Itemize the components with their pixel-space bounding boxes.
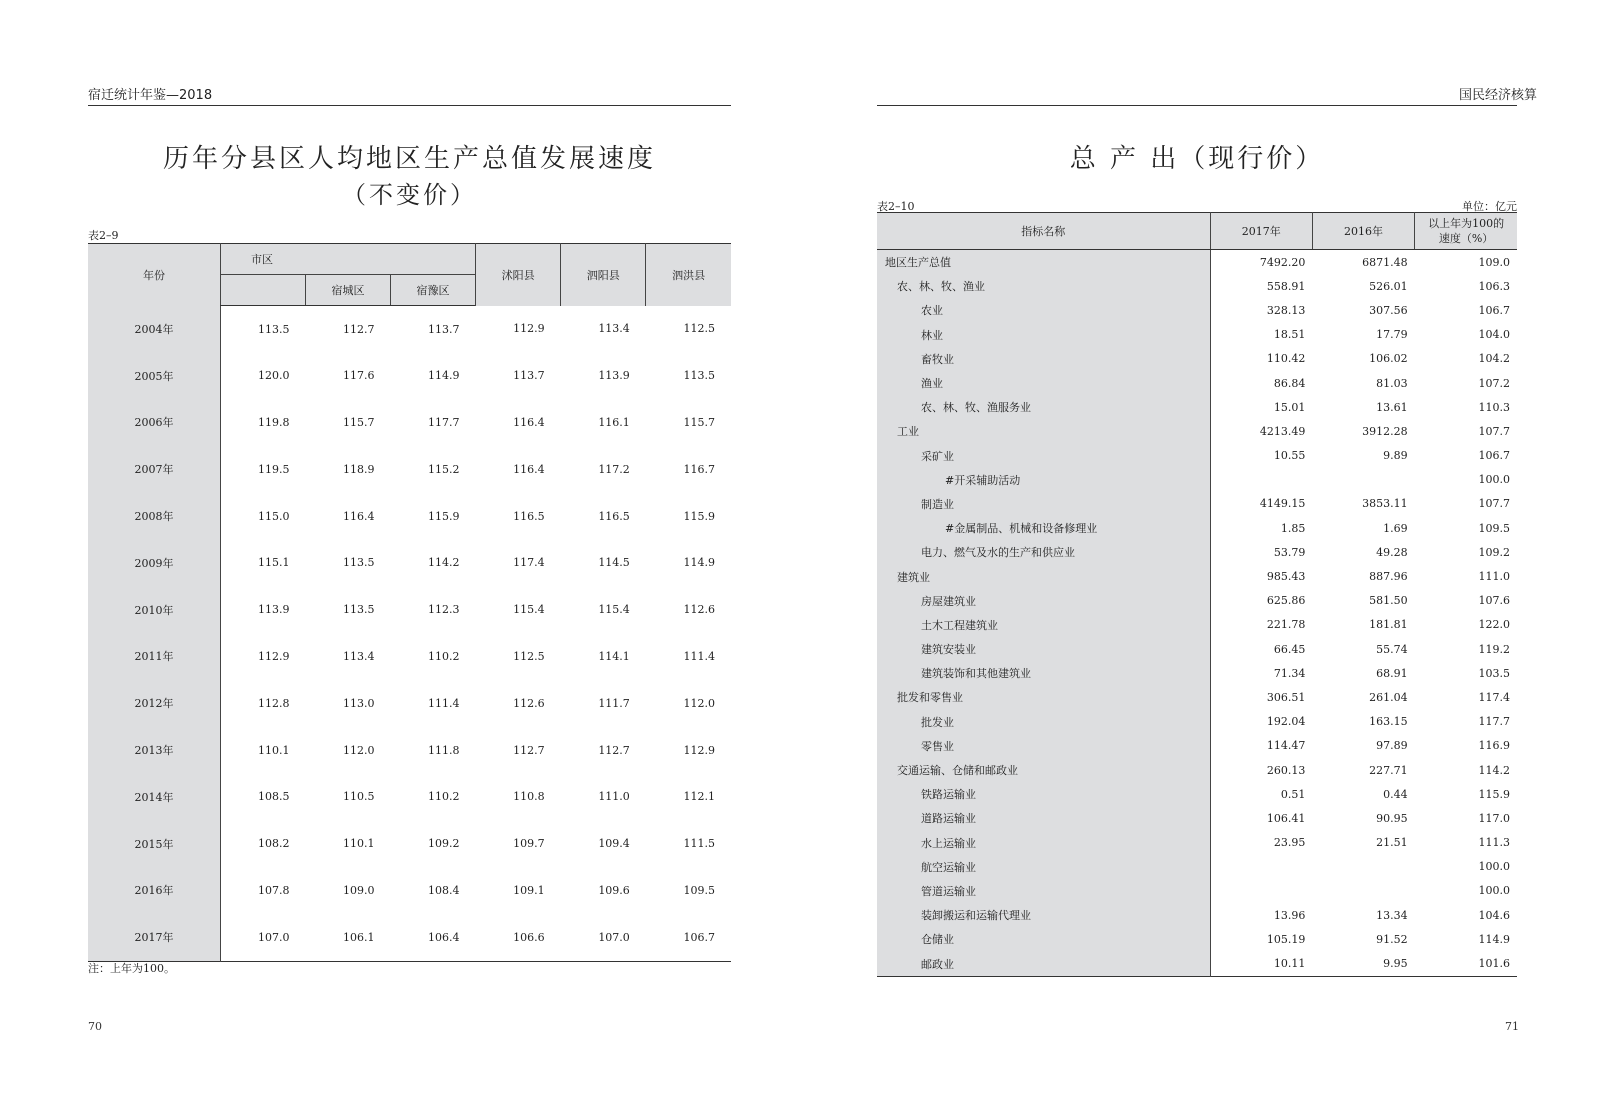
value-cell: 112.7 (343, 322, 375, 336)
value-cell: 112.9 (258, 649, 290, 663)
value-cell: 112.8 (258, 696, 290, 710)
table-row (877, 927, 1517, 951)
value-cell: 109.2 (428, 837, 460, 851)
indicator-name-cell: 道路运输业 (877, 806, 1210, 830)
value-cell: 86.84 (1273, 376, 1306, 390)
value-cell: 106.41 (1266, 811, 1306, 825)
value-cell: 113.0 (343, 696, 375, 710)
year-cell: 2016年 (88, 867, 221, 914)
indicator-name-cell: 渔业 (877, 371, 1210, 395)
table-row (88, 820, 731, 867)
value-cell: 120.0 (258, 369, 290, 383)
value-cell: 113.5 (683, 369, 715, 383)
table-row (877, 831, 1517, 855)
value-cell: 122.0 (1478, 618, 1510, 632)
value-cell (1312, 879, 1414, 903)
indicator-name-cell: 装卸搬运和运输代理业 (877, 903, 1210, 927)
table-id-right: 表2–10 (877, 200, 915, 213)
indicator-name-cell: 航空运输业 (877, 855, 1210, 879)
value-cell: 4213.49 (1259, 424, 1306, 438)
table-row (88, 539, 731, 586)
value-cell: 109.5 (683, 883, 715, 897)
value-cell: 104.6 (1478, 908, 1510, 922)
value-cell: 113.7 (428, 322, 460, 336)
value-cell: 3912.28 (1362, 424, 1408, 438)
value-cell: 117.2 (598, 462, 630, 476)
table-row (877, 395, 1517, 419)
value-cell: 985.43 (1266, 570, 1306, 584)
indicator-name-cell: 畜牧业 (877, 347, 1210, 371)
value-cell: 111.0 (1478, 570, 1510, 584)
growth-rate-table (88, 243, 731, 962)
table-row (88, 773, 731, 820)
header-rule-right (877, 105, 1517, 106)
value-cell: 105.19 (1266, 932, 1306, 946)
value-cell: 106.7 (1478, 449, 1510, 463)
value-cell: 115.0 (258, 509, 290, 523)
value-cell: 110.2 (428, 790, 460, 804)
indicator-name-cell: 仓储业 (877, 927, 1210, 951)
value-cell: 112.5 (683, 322, 715, 336)
table-row (877, 419, 1517, 443)
indicator-name-cell: 水上运输业 (877, 831, 1210, 855)
value-cell: 107.6 (1478, 594, 1510, 608)
table-row (877, 806, 1517, 830)
value-cell: 104.0 (1478, 328, 1510, 342)
value-cell: 116.7 (683, 462, 715, 476)
header-year: 年份 (88, 244, 221, 306)
table-row (877, 661, 1517, 685)
value-cell: 107.8 (258, 883, 290, 897)
value-cell: 117.4 (513, 556, 545, 570)
header-sihong: 泗洪县 (646, 244, 731, 306)
indicator-name-cell: 林业 (877, 323, 1210, 347)
value-cell: 106.7 (683, 930, 715, 944)
table-row (877, 710, 1517, 734)
value-cell: 110.3 (1478, 400, 1510, 414)
table-row (877, 879, 1517, 903)
value-cell: 115.4 (513, 603, 545, 617)
value-cell: 116.5 (513, 509, 545, 523)
value-cell: 112.7 (513, 743, 545, 757)
value-cell: 66.45 (1273, 642, 1306, 656)
indicator-name-cell: 制造业 (877, 492, 1210, 516)
indicator-name-cell: 电力、燃气及水的生产和供应业 (877, 540, 1210, 564)
value-cell: 10.11 (1273, 957, 1306, 971)
value-cell: 109.1 (513, 883, 545, 897)
table-row (88, 399, 731, 446)
value-cell: 558.91 (1266, 279, 1306, 293)
value-cell: 116.9 (1478, 739, 1510, 753)
header-city: 市区 (221, 244, 476, 275)
value-cell: 111.4 (683, 649, 715, 663)
value-cell: 113.9 (598, 369, 630, 383)
table-row (877, 371, 1517, 395)
header-shuyang: 沭阳县 (476, 244, 561, 306)
indicator-name-cell: #金属制品、机械和设备修理业 (877, 516, 1210, 540)
table-row (877, 758, 1517, 782)
table-row (877, 347, 1517, 371)
value-cell: 227.71 (1369, 763, 1408, 777)
value-cell: 113.5 (343, 556, 375, 570)
value-cell: 101.6 (1478, 957, 1510, 971)
value-cell: 3853.11 (1362, 497, 1408, 511)
indicator-name-cell: #开采辅助活动 (877, 468, 1210, 492)
running-head-right: 国民经济核算 (1458, 88, 1537, 103)
indicator-name-cell: 批发和零售业 (877, 685, 1210, 709)
value-cell: 90.95 (1376, 811, 1408, 825)
value-cell: 221.78 (1266, 618, 1306, 632)
header-growth-line1: 以上年为100的 (1428, 217, 1505, 230)
value-cell (1210, 855, 1312, 879)
value-cell: 13.96 (1273, 908, 1306, 922)
indicator-name-cell: 邮政业 (877, 951, 1210, 976)
value-cell: 13.61 (1376, 400, 1408, 414)
value-cell: 328.13 (1266, 303, 1306, 317)
table-row (88, 446, 731, 493)
value-cell: 107.2 (1478, 376, 1510, 390)
year-cell: 2013年 (88, 727, 221, 774)
value-cell: 115.4 (598, 603, 630, 617)
table-row (877, 298, 1517, 322)
value-cell: 112.7 (598, 743, 630, 757)
value-cell: 21.51 (1376, 836, 1408, 850)
table-row (88, 867, 731, 914)
value-cell: 53.79 (1273, 545, 1306, 559)
table-note-left: 注：上年为100。 (88, 962, 175, 975)
table-row (877, 516, 1517, 540)
value-cell: 110.2 (428, 649, 460, 663)
value-cell: 1.85 (1280, 521, 1306, 535)
value-cell: 163.15 (1369, 715, 1408, 729)
table-title-right: 总 产 出（现行价） (1069, 144, 1325, 174)
table-subtitle-left: （不变价） (342, 181, 477, 209)
value-cell: 109.5 (1478, 521, 1510, 535)
value-cell: 113.5 (343, 603, 375, 617)
value-cell: 115.7 (683, 415, 715, 429)
value-cell: 526.01 (1369, 279, 1408, 293)
value-cell: 112.6 (683, 603, 715, 617)
value-cell: 119.2 (1478, 642, 1510, 656)
value-cell: 108.2 (258, 837, 290, 851)
value-cell: 55.74 (1376, 642, 1408, 656)
value-cell: 260.13 (1266, 763, 1306, 777)
value-cell: 116.4 (513, 462, 545, 476)
year-cell: 2006年 (88, 399, 221, 446)
table-row (877, 613, 1517, 637)
indicator-name-cell: 土木工程建筑业 (877, 613, 1210, 637)
value-cell (1210, 468, 1312, 492)
value-cell: 112.0 (343, 743, 375, 757)
value-cell: 119.5 (258, 462, 290, 476)
table-row (877, 323, 1517, 347)
value-cell: 100.0 (1478, 860, 1510, 874)
indicator-name-cell: 农业 (877, 298, 1210, 322)
value-cell (1210, 879, 1312, 903)
value-cell: 116.4 (513, 415, 545, 429)
table-row (877, 589, 1517, 613)
header-2016: 2016年 (1312, 213, 1414, 250)
value-cell: 111.8 (428, 743, 460, 757)
page-number-right: 71 (1505, 1020, 1519, 1033)
running-head-left: 宿迁统计年鉴—2018 (88, 88, 213, 103)
value-cell: 192.04 (1266, 715, 1306, 729)
header-growth-line2: 速度（%） (1438, 232, 1494, 245)
indicator-name-cell: 农、林、牧、渔服务业 (877, 395, 1210, 419)
value-cell: 112.0 (683, 696, 715, 710)
table-row (88, 633, 731, 680)
table-row (877, 782, 1517, 806)
year-cell: 2009年 (88, 539, 221, 586)
year-cell: 2008年 (88, 493, 221, 540)
value-cell: 107.7 (1478, 497, 1510, 511)
table-row (88, 914, 731, 961)
value-cell: 115.2 (428, 462, 460, 476)
left-page (0, 0, 800, 1099)
header-rule-left (88, 105, 731, 106)
table-row (877, 444, 1517, 468)
unit-label: 单位：亿元 (1462, 200, 1517, 213)
table-row (88, 727, 731, 774)
value-cell: 71.34 (1273, 666, 1306, 680)
total-output-table (877, 212, 1517, 977)
table-row (877, 540, 1517, 564)
year-cell: 2004年 (88, 306, 221, 353)
value-cell: 112.6 (513, 696, 545, 710)
year-cell: 2015年 (88, 820, 221, 867)
indicator-name-cell: 地区生产总值 (877, 250, 1210, 275)
value-cell: 106.6 (513, 930, 545, 944)
value-cell: 115.7 (343, 415, 375, 429)
value-cell: 110.1 (343, 837, 375, 851)
table-row (88, 352, 731, 399)
year-cell: 2010年 (88, 586, 221, 633)
value-cell: 91.52 (1376, 932, 1408, 946)
value-cell: 107.0 (258, 930, 290, 944)
table-row (877, 564, 1517, 588)
value-cell (1312, 468, 1414, 492)
value-cell: 117.6 (343, 369, 375, 383)
table-row (877, 468, 1517, 492)
value-cell: 113.7 (513, 369, 545, 383)
indicator-name-cell: 工业 (877, 419, 1210, 443)
value-cell: 103.5 (1478, 666, 1510, 680)
value-cell: 116.5 (598, 509, 630, 523)
value-cell: 23.95 (1273, 836, 1306, 850)
value-cell: 114.9 (1478, 932, 1510, 946)
indicator-name-cell: 管道运输业 (877, 879, 1210, 903)
page-number-left: 70 (88, 1020, 102, 1033)
value-cell: 581.50 (1369, 594, 1408, 608)
value-cell: 109.6 (598, 883, 630, 897)
value-cell: 114.47 (1266, 739, 1306, 753)
value-cell: 106.4 (428, 930, 460, 944)
value-cell: 111.7 (598, 696, 630, 710)
value-cell: 9.89 (1383, 449, 1408, 463)
value-cell: 114.2 (428, 556, 460, 570)
value-cell: 107.7 (1478, 424, 1510, 438)
value-cell: 114.2 (1478, 763, 1510, 777)
table-row (88, 680, 731, 727)
value-cell: 114.5 (598, 556, 630, 570)
table-row (88, 306, 731, 353)
value-cell: 112.1 (683, 790, 715, 804)
value-cell: 108.5 (258, 790, 290, 804)
value-cell: 49.28 (1376, 545, 1408, 559)
value-cell: 17.79 (1376, 328, 1408, 342)
value-cell: 109.4 (598, 837, 630, 851)
value-cell: 1.69 (1383, 521, 1408, 535)
year-cell: 2011年 (88, 633, 221, 680)
indicator-name-cell: 采矿业 (877, 444, 1210, 468)
indicator-name-cell: 建筑业 (877, 564, 1210, 588)
value-cell: 110.8 (513, 790, 545, 804)
value-cell: 107.0 (598, 930, 630, 944)
value-cell: 306.51 (1266, 690, 1306, 704)
table-row (88, 493, 731, 540)
table-row (877, 855, 1517, 879)
value-cell: 106.3 (1478, 279, 1510, 293)
value-cell: 307.56 (1369, 303, 1408, 317)
value-cell: 119.8 (258, 415, 290, 429)
value-cell: 9.95 (1383, 957, 1408, 971)
value-cell: 15.01 (1273, 400, 1306, 414)
value-cell: 111.4 (428, 696, 460, 710)
value-cell: 100.0 (1478, 473, 1510, 487)
value-cell: 112.9 (683, 743, 715, 757)
indicator-name-cell: 建筑装饰和其他建筑业 (877, 661, 1210, 685)
value-cell: 7492.20 (1259, 255, 1306, 269)
value-cell: 109.0 (1478, 255, 1510, 269)
value-cell: 104.2 (1478, 352, 1510, 366)
table-row (877, 492, 1517, 516)
indicator-name-cell: 建筑安装业 (877, 637, 1210, 661)
value-cell: 81.03 (1376, 376, 1408, 390)
value-cell: 0.51 (1280, 787, 1306, 801)
value-cell: 113.9 (258, 603, 290, 617)
value-cell: 18.51 (1273, 328, 1306, 342)
table-row (877, 274, 1517, 298)
value-cell: 114.9 (428, 369, 460, 383)
value-cell: 4149.15 (1259, 497, 1306, 511)
value-cell: 625.86 (1266, 594, 1306, 608)
indicator-name-cell: 房屋建筑业 (877, 589, 1210, 613)
value-cell: 261.04 (1369, 690, 1408, 704)
value-cell: 108.4 (428, 883, 460, 897)
value-cell: 887.96 (1369, 570, 1408, 584)
table-row (877, 637, 1517, 661)
value-cell: 110.5 (343, 790, 375, 804)
value-cell: 117.7 (1478, 715, 1510, 729)
value-cell: 106.7 (1478, 303, 1510, 317)
value-cell: 68.91 (1376, 666, 1408, 680)
indicator-name-cell: 农、林、牧、渔业 (877, 274, 1210, 298)
year-cell: 2005年 (88, 352, 221, 399)
table-row (877, 951, 1517, 976)
value-cell: 112.9 (513, 322, 545, 336)
table-row (877, 685, 1517, 709)
value-cell: 118.9 (343, 462, 375, 476)
value-cell: 111.0 (598, 790, 630, 804)
header-siyang: 泗阳县 (561, 244, 646, 306)
value-cell: 97.89 (1376, 739, 1408, 753)
value-cell: 117.7 (428, 415, 460, 429)
table-row (88, 586, 731, 633)
header-suyu: 宿豫区 (391, 275, 476, 306)
header-sucheng: 宿城区 (306, 275, 391, 306)
value-cell: 113.5 (258, 322, 290, 336)
value-cell: 109.7 (513, 837, 545, 851)
year-cell: 2017年 (88, 914, 221, 961)
value-cell: 111.3 (1478, 836, 1510, 850)
value-cell: 111.5 (683, 837, 715, 851)
value-cell: 181.81 (1369, 618, 1408, 632)
year-cell: 2012年 (88, 680, 221, 727)
value-cell: 115.1 (258, 556, 290, 570)
value-cell: 106.1 (343, 930, 375, 944)
year-cell: 2007年 (88, 446, 221, 493)
value-cell (1312, 855, 1414, 879)
value-cell: 110.42 (1266, 352, 1306, 366)
table-row (877, 903, 1517, 927)
value-cell: 113.4 (598, 322, 630, 336)
value-cell: 115.9 (428, 509, 460, 523)
value-cell: 114.9 (683, 556, 715, 570)
value-cell: 117.0 (1478, 811, 1510, 825)
indicator-name-cell: 批发业 (877, 710, 1210, 734)
value-cell: 109.0 (343, 883, 375, 897)
value-cell: 110.1 (258, 743, 290, 757)
header-growth (1415, 213, 1517, 250)
value-cell: 116.1 (598, 415, 630, 429)
indicator-name-cell: 零售业 (877, 734, 1210, 758)
value-cell: 113.4 (343, 649, 375, 663)
table-id-left: 表2–9 (88, 229, 119, 242)
year-cell: 2014年 (88, 773, 221, 820)
value-cell: 114.1 (598, 649, 630, 663)
header-2017: 2017年 (1210, 213, 1312, 250)
value-cell: 109.2 (1478, 545, 1510, 559)
value-cell: 115.9 (1478, 787, 1510, 801)
indicator-name-cell: 交通运输、仓储和邮政业 (877, 758, 1210, 782)
indicator-name-cell: 铁路运输业 (877, 782, 1210, 806)
value-cell: 6871.48 (1362, 255, 1408, 269)
value-cell: 117.4 (1478, 690, 1510, 704)
value-cell: 100.0 (1478, 884, 1510, 898)
value-cell: 112.3 (428, 603, 460, 617)
table-title-left: 历年分县区人均地区生产总值发展速度 (162, 144, 656, 174)
value-cell: 115.9 (683, 509, 715, 523)
value-cell: 106.02 (1369, 352, 1408, 366)
value-cell: 112.5 (513, 649, 545, 663)
header-indicator: 指标名称 (877, 213, 1210, 250)
header-city-blank (221, 275, 306, 306)
table-row (877, 734, 1517, 758)
value-cell: 13.34 (1376, 908, 1408, 922)
table-row (877, 250, 1517, 275)
value-cell: 116.4 (343, 509, 375, 523)
value-cell: 10.55 (1273, 449, 1306, 463)
value-cell: 0.44 (1383, 787, 1408, 801)
